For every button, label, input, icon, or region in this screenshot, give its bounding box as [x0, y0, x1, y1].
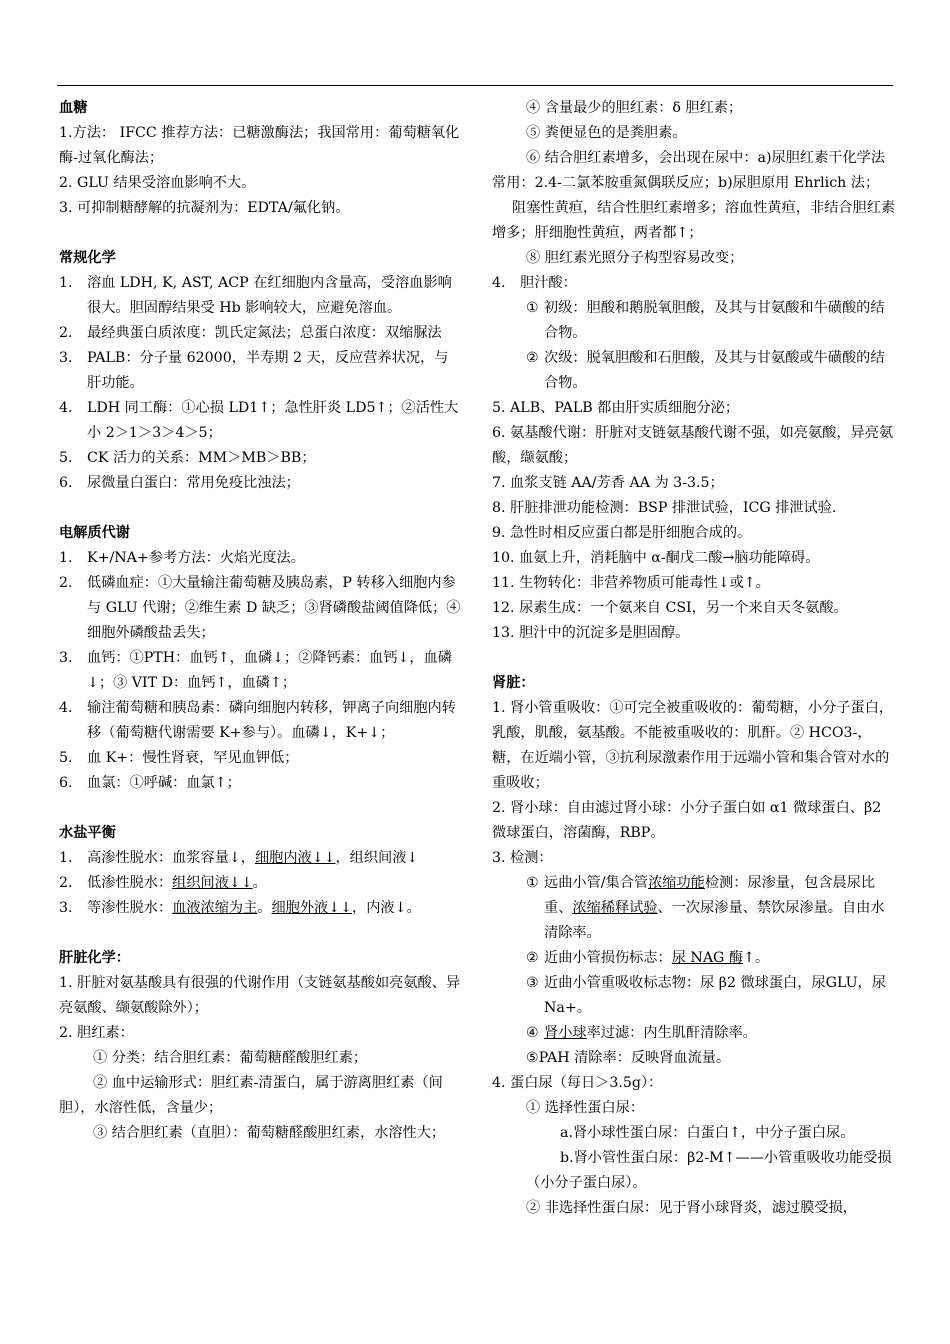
water-item-1: 1. 高渗性脱水：血浆容量↓，细胞内液↓↓，组织间液↓ [59, 850, 419, 866]
routine-item-3: 3. PALB：分子量 62000，半寿期 2 天，反应营养状况，与肝功能。 [59, 350, 449, 391]
kidney-proteinuria-selective: ① 选择性蛋白尿： [526, 1100, 645, 1116]
liver-line-4: ② 血中运输形式：胆红素-清蛋白，属于游离胆红素（间胆），水溶性低，含量少； [59, 1075, 443, 1116]
liver-item-10: 10. 血氨上升，消耗脑中 α-酮戊二酸→脑功能障碍。 [492, 550, 820, 566]
liver-cont-8: ⑧ 胆红素光照分子构型容易改变； [526, 250, 744, 266]
liver-cont-5: ⑤ 粪便显色的是粪胆素。 [526, 125, 687, 141]
liver-item-8: 8. 肝脏排泄功能检测：BSP 排泄试验，ICG 排泄试验. [492, 500, 837, 516]
heading-kidney: 肾脏： [492, 675, 535, 691]
routine-item-1: 1. 溶血 LDH, K, AST, ACP 在红细胞内含量高，受溶血影响很大。胆固醇结果受 Hb 影响较大，应避免溶血。 [59, 275, 452, 316]
electrolyte-item-3: 3. 血钙：①PTH：血钙↑，血磷↓；②降钙素：血钙↓，血磷↓；③ VIT D：血钙↑，血磷↑； [59, 650, 452, 691]
liver-line-5: ③ 结合胆红素（直胆）：葡萄糖醛酸胆红素，水溶性大； [93, 1125, 446, 1141]
header-rule [57, 85, 893, 86]
kidney-test-4: ④ 肾小球率过滤：内生肌酐清除率。 [526, 1025, 757, 1041]
blood-sugar-item-2: 2. GLU 结果受溶血影响不大。 [59, 175, 256, 191]
left-column [59, 96, 461, 1146]
liver-line-2: 2. 胆红素： [59, 1025, 134, 1041]
liver-cont-jaundice: 阻塞性黄疸，结合性胆红素增多；溶血性黄疸，非结合胆红素增多；肝细胞性黄疸，两者都↑； [492, 200, 896, 241]
electrolyte-item-1: 1. K+/NA+参考方法：火焰光度法。 [59, 550, 305, 566]
kidney-proteinuria-b: b.肾小管性蛋白尿：β2-M↑——小管重吸收功能受损（小分子蛋白尿）。 [526, 1150, 892, 1191]
kidney-test-2: ② 近曲小管损伤标志：尿 NAG 酶↑。 [526, 950, 770, 966]
electrolyte-item-6: 6. 血氯：①呼碱：血氯↑； [59, 775, 241, 791]
kidney-line-1: 1. 肾小管重吸收：①可完全被重吸收的：葡萄糖，小分子蛋白，乳酸，肌酸，氨基酸。不能被重吸收的：肌酐。② HCO3-，糖，在近端小管，③抗利尿激素作用于远端小管和集合管对水的重吸收； [492, 700, 894, 791]
bile-acid-heading: 4. 胆汁酸： [492, 275, 577, 291]
kidney-test-5: ⑤PAH 清除率：反映肾血流量。 [526, 1050, 731, 1066]
blood-sugar-item-3: 3. 可抑制糖酵解的抗凝剂为：EDTA/氟化钠。 [59, 200, 350, 216]
liver-item-13: 13. 胆汁中的沉淀多是胆固醇。 [492, 625, 690, 641]
liver-cont-4: ④ 含量最少的胆红素：δ 胆红素； [526, 100, 743, 116]
routine-item-6: 6. 尿微量白蛋白：常用免疫比浊法； [59, 475, 300, 491]
routine-item-4: 4. LDH 同工酶：①心损 LD1↑；急性肝炎 LD5↑；②活性大小 2＞1＞3＞4＞5； [59, 400, 459, 441]
kidney-proteinuria-a: a.肾小球性蛋白尿：白蛋白↑，中分子蛋白尿。 [560, 1125, 855, 1141]
heading-routine-chem: 常规化学 [59, 250, 116, 266]
liver-line-1: 1. 肝脏对氨基酸具有很强的代谢作用（支链氨基酸如亮氨酸、异亮氨酸、缬氨酸除外）； [59, 975, 461, 1016]
water-item-3: 3. 等渗性脱水：血液浓缩为主。细胞外液↓↓，内液↓。 [59, 900, 421, 916]
routine-item-2: 2. 最经典蛋白质浓度：凯氏定氮法；总蛋白浓度：双缩脲法 [59, 325, 442, 341]
kidney-test-1: ① 远曲小管/集合管浓缩功能检测：尿渗量，包含晨尿比重、浓缩稀释试验、一次尿渗量、禁饮尿渗量。自由水清除率。 [526, 875, 885, 941]
liver-item-7: 7. 血浆支链 AA/芳香 AA 为 3-3.5； [492, 475, 724, 491]
liver-item-11: 11. 生物转化：非营养物质可能毒性↓或↑。 [492, 575, 770, 591]
kidney-line-3: 3. 检测： [492, 850, 553, 866]
bile-acid-primary: ① 初级：胆酸和鹅脱氧胆酸，及其与甘氨酸和牛磺酸的结合物。 [526, 300, 885, 341]
heading-liver: 肝脏化学： [59, 950, 130, 966]
liver-item-5: 5. ALB、PALB 都由肝实质细胞分泌； [492, 400, 740, 416]
electrolyte-item-5: 5. 血 K+：慢性肾衰，罕见血钾低； [59, 750, 299, 766]
liver-line-3: ① 分类：结合胆红素：葡萄糖醛酸胆红素； [93, 1050, 368, 1066]
electrolyte-item-2: 2. 低磷血症：①大量输注葡萄糖及胰岛素，P 转移入细胞内参与 GLU 代谢；②维生素 D 缺乏；③肾磷酸盐阈值降低；④细胞外磷酸盐丢失； [59, 575, 461, 641]
heading-electrolyte: 电解质代谢 [59, 525, 130, 541]
liver-item-12: 12. 尿素生成：一个氨来自 CSI，另一个来自天冬氨酸。 [492, 600, 848, 616]
right-column [492, 96, 896, 1221]
electrolyte-item-4: 4. 输注葡萄糖和胰岛素：磷向细胞内转移，钾离子向细胞内转移（葡萄糖代谢需要 K+参与）。血磷↓，K+↓； [59, 700, 456, 741]
blood-sugar-item-1: 1.方法： IFCC 推荐方法：已糖激酶法；我国常用：葡萄糖氧化酶-过氧化酶法； [59, 125, 460, 166]
kidney-test-3: ③ 近曲小管重吸收标志物：尿 β2 微球蛋白，尿GLU，尿 Na+。 [526, 975, 886, 1016]
liver-item-9: 9. 急性时相反应蛋白都是肝细胞合成的。 [492, 525, 752, 541]
water-item-2: 2. 低渗性脱水：组织间液↓↓。 [59, 875, 267, 891]
kidney-line-2: 2. 肾小球：自由滤过肾小球：小分子蛋白如 α1 微球蛋白、β2 微球蛋白，溶菌酶，RBP。 [492, 800, 882, 841]
kidney-line-4: 4. 蛋白尿（每日＞3.5g）： [492, 1075, 663, 1091]
liver-cont-6: ⑥ 结合胆红素增多，会出现在尿中：a)尿胆红素干化学法常用：2.4-二氯苯胺重氮偶联反应；b)尿胆原用 Ehrlich 法； [492, 150, 886, 191]
liver-item-6: 6. 氨基酸代谢：肝脏对支链氨基酸代谢不强，如亮氨酸，异亮氨酸，缬氨酸； [492, 425, 894, 466]
bile-acid-secondary: ② 次级：脱氧胆酸和石胆酸，及其与甘氨酸或牛磺酸的结合物。 [526, 350, 885, 391]
routine-item-5: 5. CK 活力的关系：MM＞MB＞BB； [59, 450, 316, 466]
heading-blood-sugar: 血糖 [59, 100, 88, 116]
heading-water-salt: 水盐平衡 [59, 825, 116, 841]
kidney-proteinuria-nonselective: ② 非选择性蛋白尿：见于肾小球肾炎，滤过膜受损， [526, 1200, 857, 1216]
